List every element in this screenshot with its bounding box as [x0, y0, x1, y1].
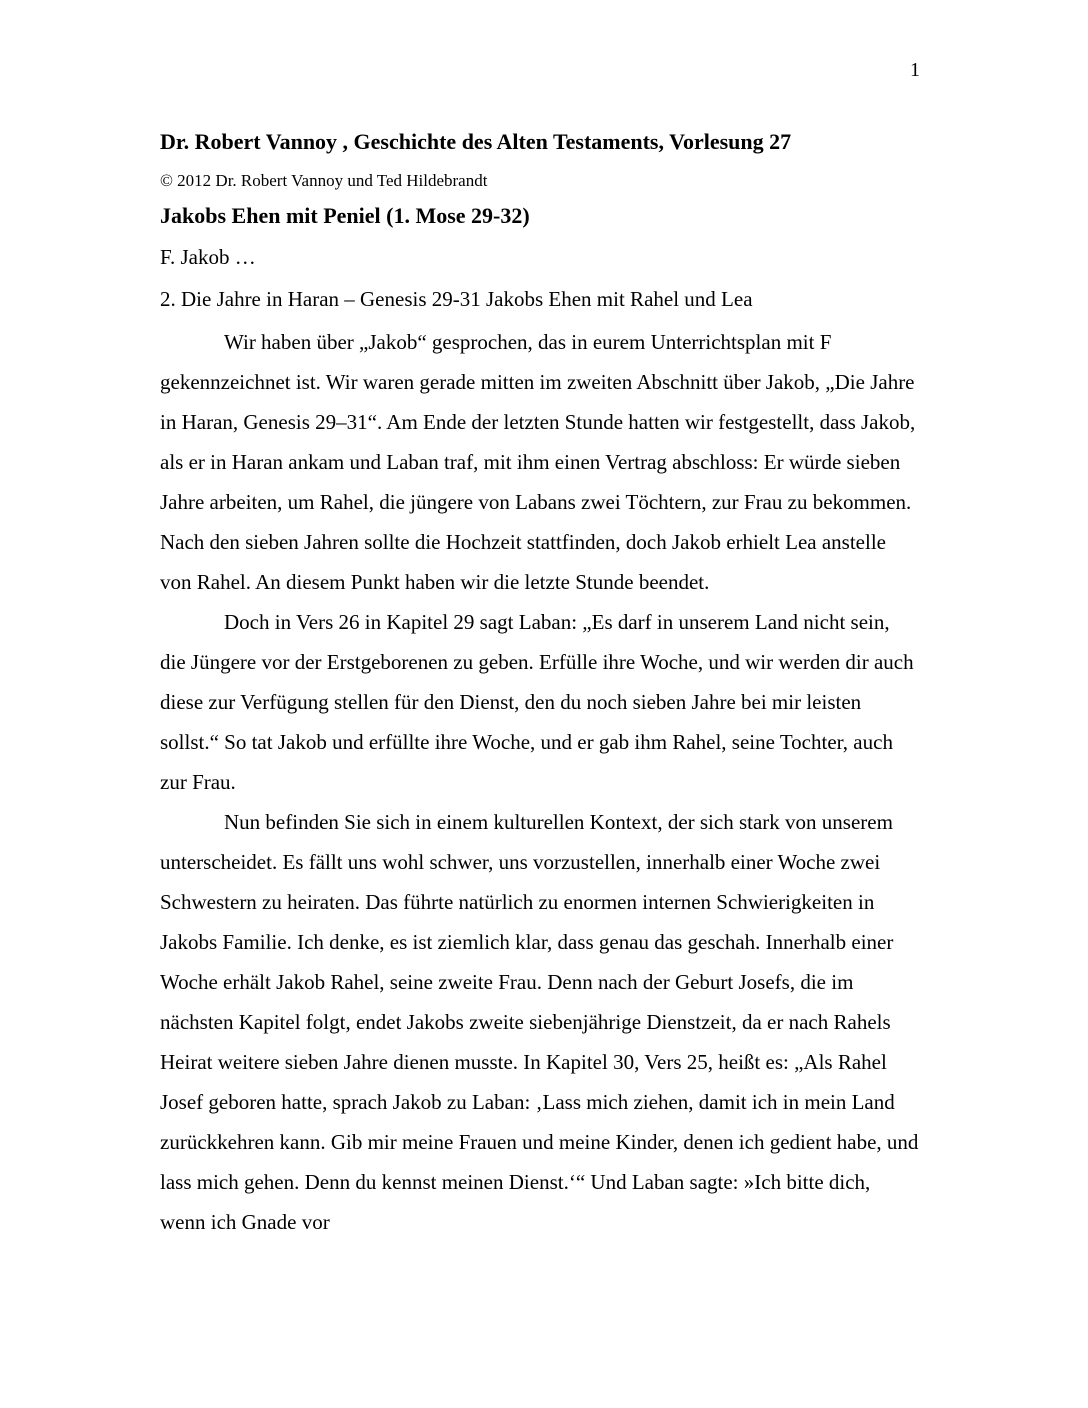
paragraph: Doch in Vers 26 in Kapitel 29 sagt Laban: „Es darf in unserem Land nicht sein, die Jüngere vor der Erstgeborenen zu geben. Erfülle ihre Woche, und wir werden dir auch diese zur Verfügung stellen für den Dienst, den du noch sieben Jahre bei mir leisten sollst.“ So tat Jakob und erfüllte ihre Woche, und er gab ihm Rahel, seine Tochter, auch zur Frau. — [160, 610, 914, 794]
lecture-heading: Jakobs Ehen mit Peniel (1. Mose 29-32) — [160, 203, 530, 228]
paragraph: Nun befinden Sie sich in einem kulturellen Kontext, der sich stark von unserem unterscheidet. Es fällt uns wohl schwer, uns vorzustellen, innerhalb einer Woche zwei Schwestern zu heiraten. Das führte natürlich zu enormen internen Schwierigkeiten in Jakobs Familie. Ich denke, es ist ziemlich klar, dass genau das geschah. Innerhalb einer Woche erhält Jakob Rahel, seine zweite Frau. Denn nach der Geburt Josefs, die im nächsten Kapitel folgt, endet Jakobs zweite siebenjährige Dienstzeit, da er nach Rahels Heirat weitere sieben Jahre dienen musste. In Kapitel 30, Vers 25, heißt es: „Als Rahel Josef geboren hatte, sprach Jakob zu Laban: ‚Lass mich ziehen, damit ich in mein Land zurückkehren kann. Gib mir meine Frauen und meine Kinder, denen ich gedient habe, und lass mich gehen. Denn du kennst meinen Dienst.‘“ Und Laban sagte: »Ich bitte dich, wenn ich Gnade vor — [160, 810, 919, 1234]
outline-item: F. Jakob … — [160, 245, 256, 269]
document-title: Dr. Robert Vannoy , Geschichte des Alten Testaments, Vorlesung 27 — [160, 129, 792, 154]
section-heading-line: 2. Die Jahre in Haran – Genesis 29-31 Jakobs Ehen mit Rahel und Lea — [160, 287, 753, 311]
paragraph: Wir haben über „Jakob“ gesprochen, das in eurem Unterrichtsplan mit F gekennzeichnet ist. Wir waren gerade mitten im zweiten Abschnitt über Jakob, „Die Jahre in Haran, Genesis 29–31“. Am Ende der letzten Stunde hatten wir festgestellt, dass Jakob, als er in Haran ankam und Laban traf, mit ihm einen Vertrag abschloss: Er würde sieben Jahre arbeiten, um Rahel, die jüngere von Labans zwei Töchtern, zur Frau zu bekommen. Nach den sieben Jahren sollte die Hochzeit stattfinden, doch Jakob erhielt Lea anstelle von Rahel. An diesem Punkt haben wir die letzte Stunde beendet. — [160, 330, 916, 594]
page-number: 1 — [910, 59, 920, 81]
copyright-line: © 2012 Dr. Robert Vannoy und Ted Hildebrandt — [160, 171, 488, 190]
document-body — [160, 322, 920, 1242]
